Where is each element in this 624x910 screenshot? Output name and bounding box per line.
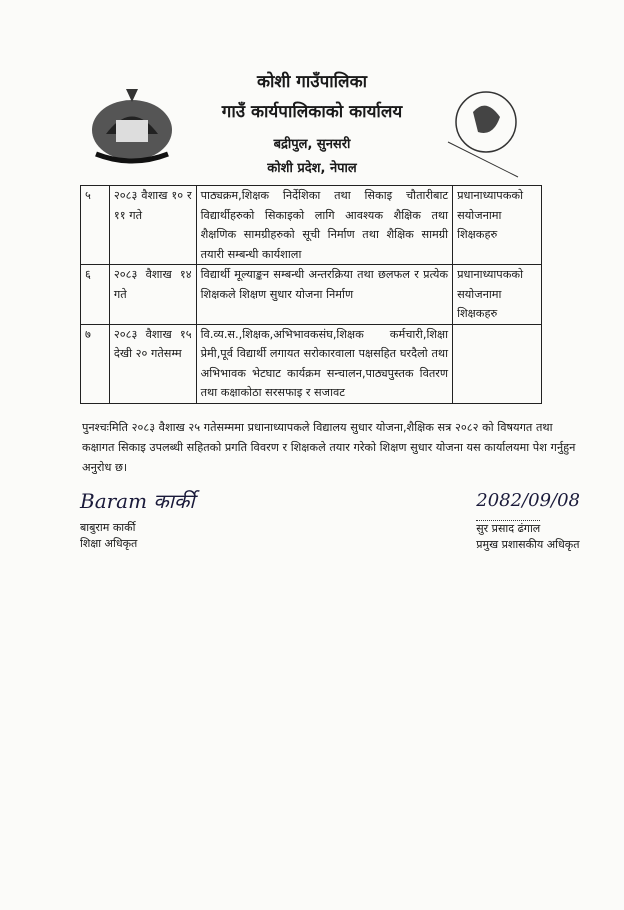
table-row	[81, 186, 542, 265]
row-responsible: प्रधानाध्यापकको सयोजनामा शिक्षकहरु	[453, 265, 542, 325]
left-signature-block	[80, 488, 195, 553]
row-number: ६	[81, 265, 110, 325]
row-responsible: प्रधानाध्यापकको सयोजनामा शिक्षकहरु	[453, 186, 542, 265]
right-signature: 2082/09/08	[476, 489, 580, 511]
right-signatory-name: सुर प्रसाद ढंगाल	[476, 521, 541, 535]
office-stamp	[438, 82, 530, 182]
office-name: गाउँ कार्यपालिकाको कार्यालय	[221, 102, 403, 122]
activity-table	[80, 185, 542, 404]
row-activity: वि.व्य.स.,शिक्षक,अभिभावकसंघ,शिक्षक कर्मचारी,शिक्षा प्रेमी,पूर्व विद्यार्थी लगायत सरोकारवाला पक्षसहित घरदैलो तथा अभिभावक भेटघाट कार्यक्रम सन्चालन,पाठ्यपुस्तक वितरण तथा कक्षाकोठा सरसफाइ र सजावट	[196, 324, 452, 403]
row-responsible	[453, 324, 542, 403]
row-number: ७	[81, 324, 110, 403]
municipality-name: कोशी गाउँपालिका	[256, 72, 368, 92]
row-activity: विद्यार्थी मूल्याङ्कन सम्बन्धी अन्तरक्रिया तथा छलफल र प्रत्येक शिक्षकले शिक्षण सुधार योजना निर्माण	[196, 265, 452, 325]
left-signatory-name: बाबुराम कार्की	[80, 520, 136, 534]
postscript-note: पुनश्चःमिति २०८३ वैशाख २५ गतेसम्ममा प्रधानाध्यापकले विद्यालय सुधार योजना,शैक्षिक सत्र २०८२ को विषयगत तथा कक्षागत सिकाइ उपलब्धी सहितको प्रगति विवरण र शिक्षकले तयार गरेको शिक्षण सुधार योजना यस कार्यालयमा पेश गर्नुहुन अनुरोध छ।	[82, 420, 576, 474]
left-signatory-title: शिक्षा अधिकृत	[80, 536, 138, 550]
table-row	[81, 265, 542, 325]
signature-area	[80, 488, 580, 553]
province-country: कोशी प्रदेश, नेपाल	[267, 161, 357, 176]
row-number: ५	[81, 186, 110, 265]
document-body	[80, 185, 582, 553]
table-row	[81, 324, 542, 403]
right-signature-block	[476, 488, 580, 553]
office-address: बद्रीपुल, सुनसरी	[273, 137, 351, 152]
left-signature: Baram कार्की	[80, 488, 195, 513]
row-date: २०८३ वैशाख १५ देखी २० गतेसम्म	[109, 324, 196, 403]
row-date: २०८३ वैशाख १० र ११ गते	[109, 186, 196, 265]
nepal-emblem-logo	[86, 84, 178, 168]
row-date: २०८३ वैशाख १४ गते	[109, 265, 196, 325]
right-signatory-title: प्रमुख प्रशासकीय अधिकृत	[476, 537, 580, 551]
row-activity: पाठ्यक्रम,शिक्षक निर्देशिका तथा सिकाइ चौतारीबाट विद्यार्थीहरुको सिकाइको लागि आवश्यक शैक्षिक तथा शैक्षणिक सामग्रीहरुको सूची निर्माण तथा शैक्षिक सामग्री तयारी सम्बन्धी कार्यशाला	[196, 186, 452, 265]
